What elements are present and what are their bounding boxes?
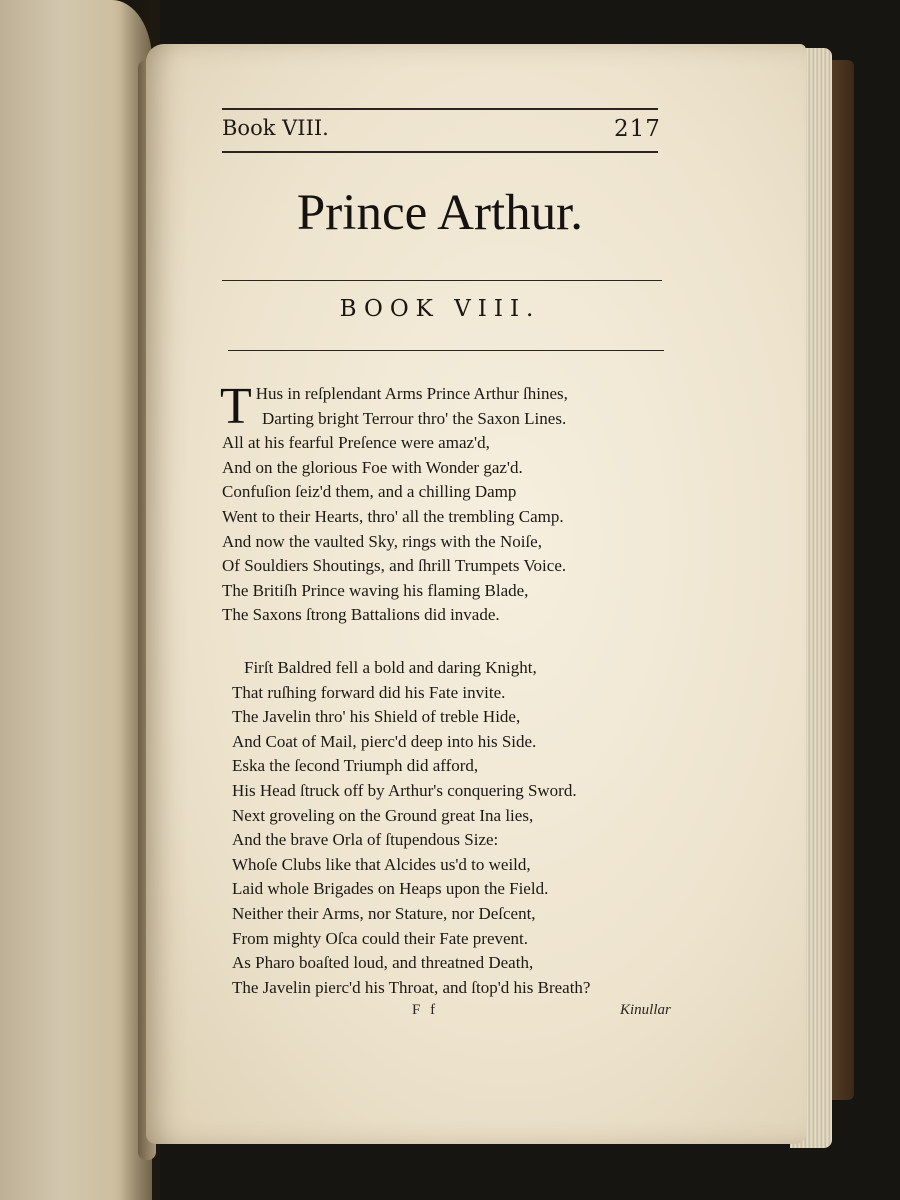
verse-line: Firſt Baldred fell a bold and daring Knight,	[244, 658, 537, 677]
running-head: Book VIII.	[222, 116, 329, 140]
verse-line: And now the vaulted Sky, rings with the Noiſe,	[222, 531, 542, 551]
verse-line: The Britiſh Prince waving his flaming Blade,	[222, 580, 529, 600]
verse-line: That ruſhing forward did his Fate invite.	[232, 682, 506, 702]
verse-line: And on the glorious Foe with Wonder gaz'd.	[222, 457, 523, 477]
verse-line: Laid whole Brigades on Heaps upon the Field.	[232, 879, 549, 899]
verse-line: Whoſe Clubs like that Alcides us'd to weild,	[232, 854, 531, 874]
book-heading: BOOK VIII.	[339, 296, 541, 322]
signature-mark: F f	[412, 1002, 439, 1018]
header-bottom-rule	[222, 151, 658, 153]
page-number: 217	[614, 116, 661, 142]
drop-cap: T	[220, 378, 252, 435]
verse-line: His Head ſtruck off by Arthur's conquering Sword.	[232, 780, 577, 800]
verse-line: Darting bright Terrour thro' the Saxon Lines.	[262, 408, 567, 428]
stanza-two	[222, 656, 590, 1000]
verse-line: Of Souldiers Shoutings, and ſhrill Trumpets Voice.	[222, 556, 567, 576]
verse-line: From mighty Oſca could their Fate prevent.	[232, 928, 529, 948]
page-title: Prince Arthur.	[296, 185, 584, 241]
stanza-one	[220, 378, 568, 628]
verse-line: T Hus in reſplendant Arms Prince Arthur ſhines,	[220, 378, 568, 435]
heading-rule	[228, 350, 664, 351]
verse-line: Eska the ſecond Triumph did afford,	[232, 756, 479, 776]
verse-line: As Pharo boaſted loud, and threatned Death,	[232, 953, 534, 973]
verse-line: And Coat of Mail, pierc'd deep into his Side.	[232, 731, 537, 751]
verse-line: And the brave Orla of ſtupendous Size:	[232, 830, 499, 850]
verse-line: All at his fearful Preſence were amaz'd,	[222, 433, 490, 453]
verse-line: The Javelin pierc'd his Throat, and ſtop'd his Breath?	[232, 977, 591, 997]
verse-line: Went to their Hearts, thro' all the trembling Camp.	[222, 506, 564, 526]
verse-line: Neither their Arms, nor Stature, nor Deſcent,	[232, 903, 536, 923]
verse-line: Confuſion ſeiz'd them, and a chilling Damp	[222, 482, 517, 502]
header-top-rule	[222, 108, 658, 110]
verse-line: Next groveling on the Ground great Ina lies,	[232, 805, 534, 825]
title-rule	[222, 280, 662, 281]
catchword: Kinullar	[620, 1002, 671, 1018]
verse-line: The Saxons ſtrong Battalions did invade.	[222, 605, 500, 625]
verse-line: The Javelin thro' his Shield of treble Hide,	[232, 707, 521, 727]
